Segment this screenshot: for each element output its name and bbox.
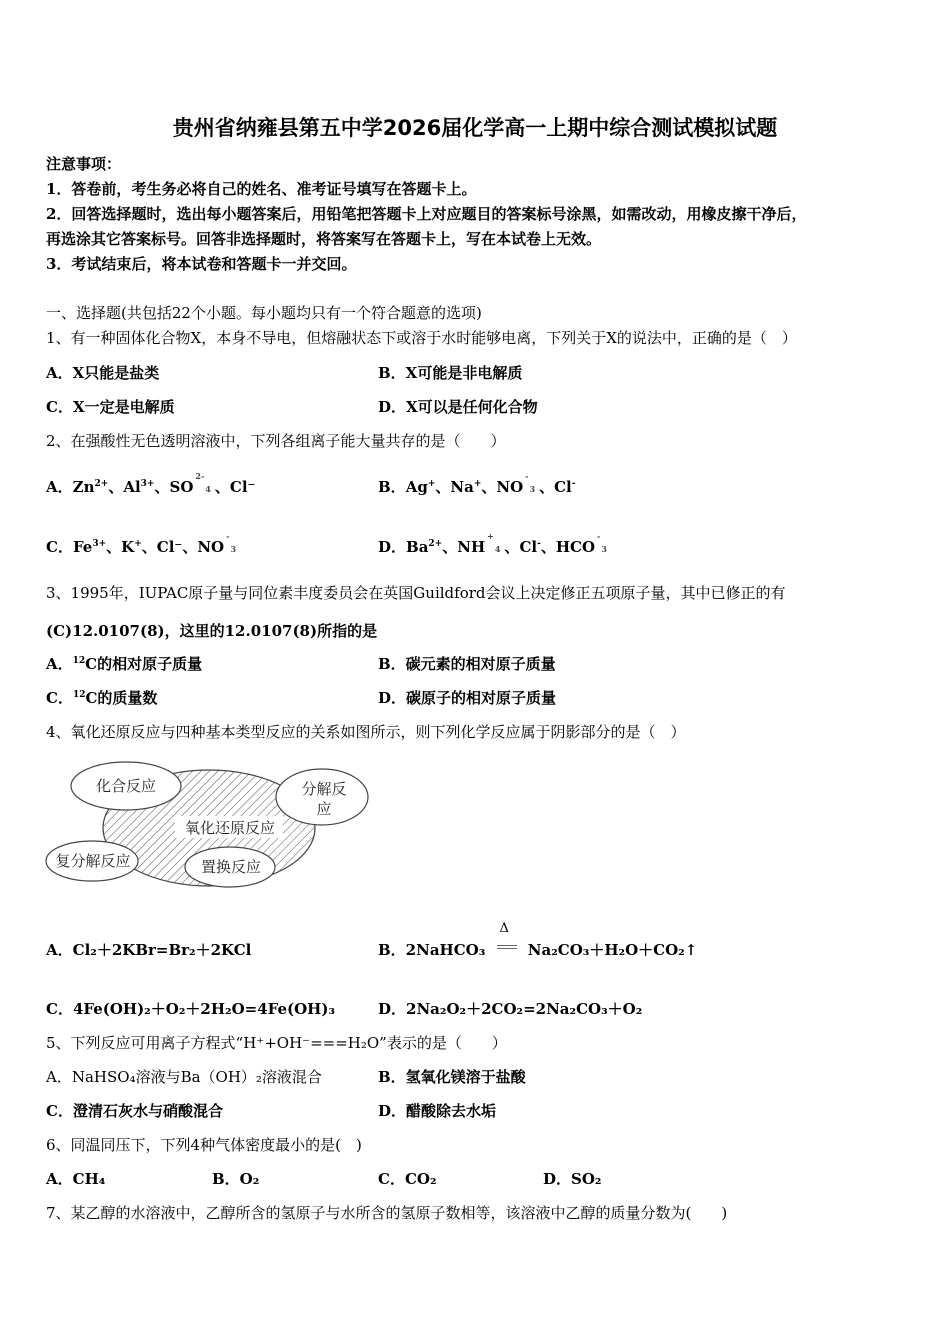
q2-option-d: D．$Ba^{2+}$、NH+4 、Cl-、HCO-3 <box>378 531 607 556</box>
decomposition-label-2: 应 <box>316 800 332 818</box>
section-heading: 一、选择题(共包括22个小题。每小题均只有一个符合题意的选项) <box>46 304 482 322</box>
q1-option-c: C．X一定是电解质 <box>46 398 175 416</box>
q5-option-b: B．氢氧化镁溶于盐酸 <box>378 1068 526 1086</box>
q3-option-c: C．$^{12}$C的质量数 <box>46 689 158 707</box>
notice-item-2b: 再选涂其它答案标号。回答非选择题时，将答案写在答题卡上，写在本试卷上无效。 <box>46 230 602 248</box>
q5-option-c: C．澄清石灰水与硝酸混合 <box>46 1102 223 1120</box>
notice-item-3: 3．考试结束后，将本试卷和答题卡一并交回。 <box>46 255 357 273</box>
q1-stem: 1、有一种固体化合物X，本身不导电，但熔融状态下或溶于水时能够电离，下列关于X的说法中，正确的是（ ） <box>46 329 797 347</box>
q4-option-b: B．2NaHCO₃ Δ Na₂CO₃＋H₂O＋CO₂↑ <box>378 921 698 959</box>
q5-option-a: A．NaHSO₄溶液与Ba（OH）₂溶液混合 <box>46 1068 322 1086</box>
decomposition-label-1: 分解反 <box>301 780 347 798</box>
notice-heading: 注意事项： <box>46 155 122 173</box>
redox-label: 氧化还原反应 <box>184 819 276 837</box>
notice-item-1: 1．答卷前，考生务必将自己的姓名、准考证号填写在答题卡上。 <box>46 180 477 198</box>
q6-option-a: A．CH₄ <box>46 1170 106 1188</box>
q6-option-b: B．O₂ <box>212 1170 260 1188</box>
page-title: 贵州省纳雍县第五中学2026届化学高一上期中综合测试模拟试题 <box>172 116 778 140</box>
heat-symbol: Δ <box>499 921 509 936</box>
reaction-relationship-diagram <box>44 758 380 894</box>
combination-label: 化合反应 <box>95 777 157 795</box>
q3-option-d: D．碳原子的相对原子质量 <box>378 689 557 707</box>
q2-option-a: A．$Zn^{2+}$、$Al^{3+}$、$SO^{2-}4$ 、Cl⁻ <box>46 471 256 496</box>
q3-option-a: A．$^{12}$C的相对原子质量 <box>46 655 203 673</box>
q1-option-d: D．X可以是任何化合物 <box>378 398 538 416</box>
q2-option-b: B．Ag+、Na+、NO-3 、Cl- <box>378 471 576 496</box>
q4-option-c: C．4Fe(OH)₂＋O₂＋2H₂O=4Fe(OH)₃ <box>46 1000 336 1018</box>
q1-option-a: A．X只能是盐类 <box>46 364 160 382</box>
double-displacement-label: 复分解反应 <box>55 852 131 870</box>
q5-option-d: D．醋酸除去水垢 <box>378 1102 497 1120</box>
q6-option-d: D．SO₂ <box>543 1170 602 1188</box>
q2-stem: 2、在强酸性无色透明溶液中，下列各组离子能大量共存的是（ ） <box>46 432 506 450</box>
q4-option-d: D．2Na₂O₂＋2CO₂=2Na₂CO₃＋O₂ <box>378 1000 643 1018</box>
notice-item-2a: 2．回答选择题时，选出每小题答案后，用铅笔把答题卡上对应题目的答案标号涂黑，如需改动，用橡皮擦干净后， <box>46 205 807 223</box>
q5-stem: 5、下列反应可用离子方程式“H⁺+OH⁻===H₂O”表示的是（ ） <box>46 1034 507 1052</box>
q3-option-b: B．碳元素的相对原子质量 <box>378 655 556 673</box>
q4-stem: 4、氧化还原反应与四种基本类型反应的关系如图所示，则下列化学反应属于阴影部分的是（ ） <box>46 723 686 741</box>
q3-stem-line-2: (C)12.0107(8)，这里的12.0107(8)所指的是 <box>46 622 378 640</box>
q7-stem: 7、某乙醇的水溶液中，乙醇所含的氢原子与水所含的氢原子数相等，该溶液中乙醇的质量分数为( ) <box>46 1204 728 1222</box>
q2-option-c: C．$Fe^{3+}$、K+、Cl⁻、NO-3 <box>46 531 237 556</box>
displacement-label: 置换反应 <box>200 858 262 876</box>
q6-option-c: C．CO₂ <box>378 1170 437 1188</box>
q6-stem: 6、同温同压下，下列4种气体密度最小的是( ) <box>46 1136 362 1154</box>
q1-option-b: B．X可能是非电解质 <box>378 364 523 382</box>
q3-stem-line-1: 3、1995年，IUPAC原子量与同位素丰度委员会在英国Guildford会议上决定修正五项原子量，其中已修正的有 <box>46 584 786 602</box>
q4-option-a: A．Cl₂＋2KBr=Br₂＋2KCl <box>46 941 252 959</box>
